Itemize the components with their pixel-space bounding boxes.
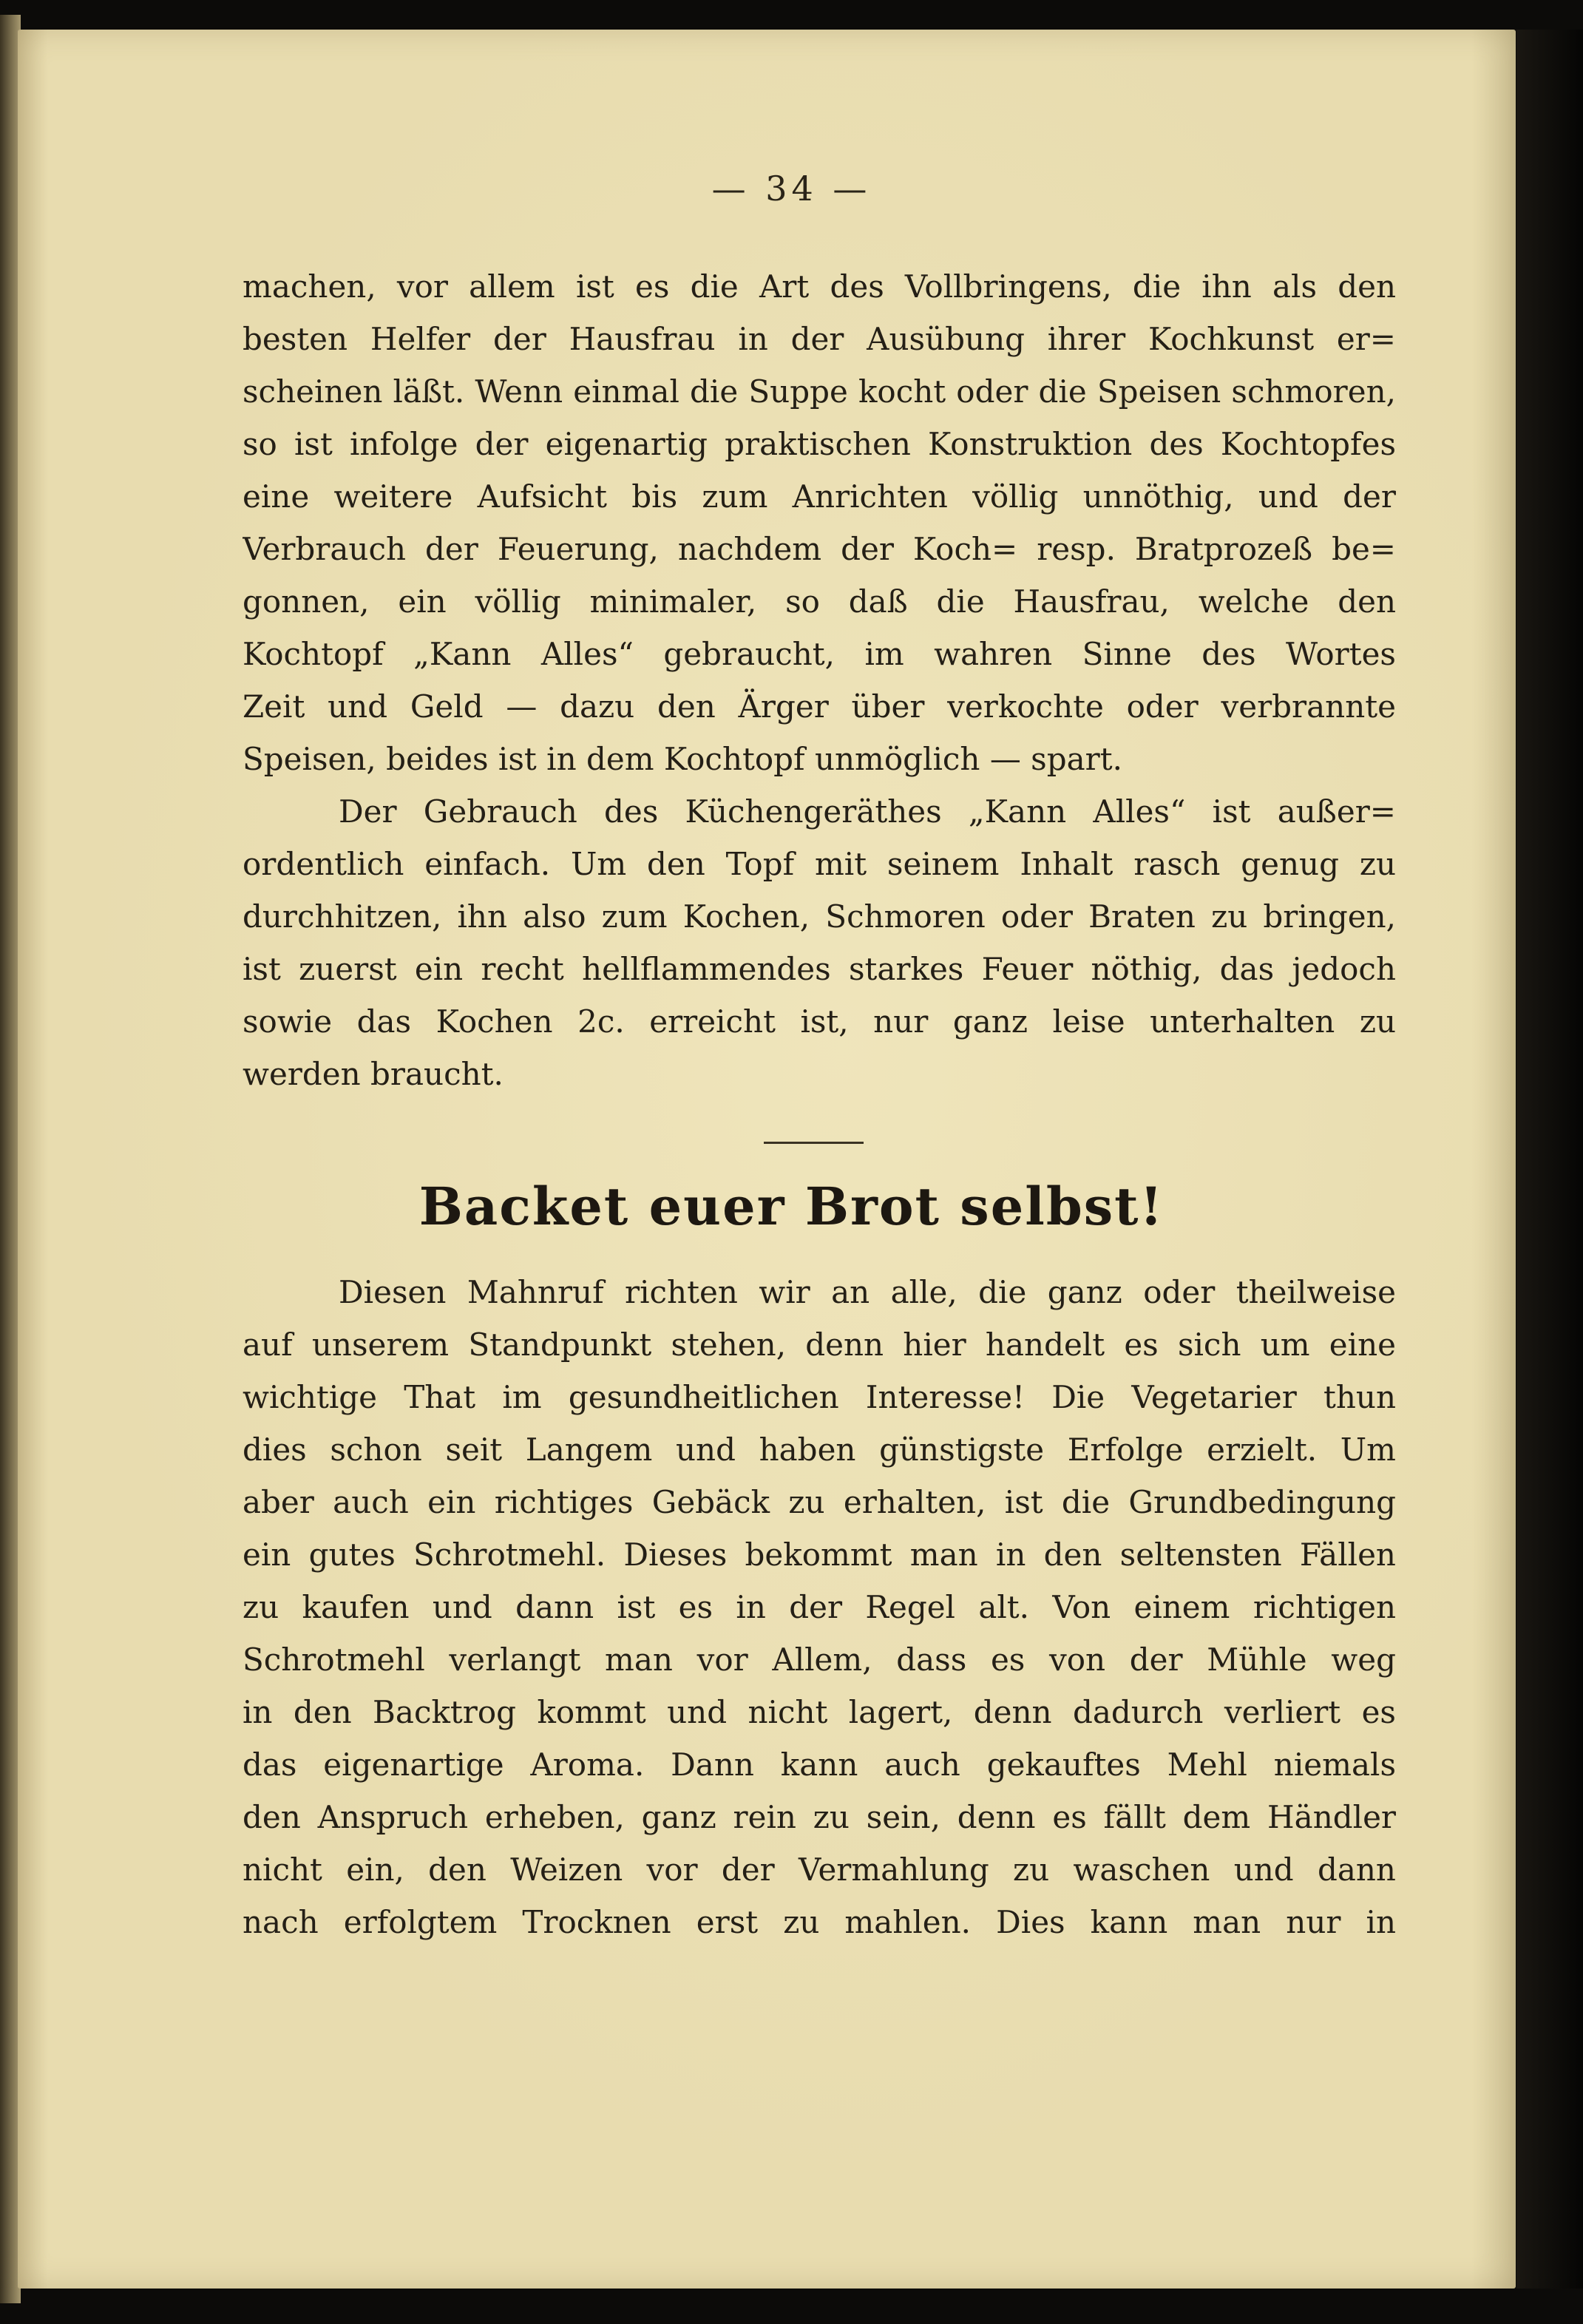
text-line: machen, vor allem ist es die Art des Vollbringens, die ihn als den (243, 268, 1396, 305)
text-line: wichtige That im gesundheitlichen Interesse! Die Vegetarier thun (243, 1379, 1396, 1415)
text-line: sowie das Kochen 2c. erreicht ist, nur ganz leise unterhalten zu (243, 1003, 1396, 1040)
text-line: Kochtopf „Kann Alles“ gebraucht, im wahren Sinne des Wortes (243, 636, 1396, 672)
text-line: Der Gebrauch des Küchengeräthes „Kann Alles“ ist außer= (339, 793, 1396, 830)
text-line: scheinen läßt. Wenn einmal die Suppe kocht oder die Speisen schmoren, (243, 373, 1396, 410)
text-line: auf unserem Standpunkt stehen, denn hier handelt es sich um eine (243, 1327, 1396, 1363)
text-line: eine weitere Aufsicht bis zum Anrichten völlig unnöthig, und der (243, 478, 1396, 515)
text-line: Verbrauch der Feuerung, nachdem der Koch= resp. Bratprozeß be= (243, 531, 1396, 567)
text-line: durchhitzen, ihn also zum Kochen, Schmoren oder Braten zu bringen, (243, 898, 1396, 935)
text-line: das eigenartige Aroma. Dann kann auch gekauftes Mehl niemals (243, 1747, 1396, 1783)
text-line: dies schon seit Langem und haben günstigste Erfolge erzielt. Um (243, 1432, 1396, 1468)
page-number: — 34 — (711, 169, 872, 209)
text-line: zu kaufen und dann ist es in der Regel alt. Von einem richtigen (243, 1589, 1396, 1625)
text-line: ist zuerst ein recht hellflammendes starkes Feuer nöthig, das jedoch (243, 951, 1396, 987)
text-line: nach erfolgtem Trocknen erst zu mahlen. Dies kann man nur in (243, 1904, 1396, 1940)
section-divider (764, 1142, 864, 1144)
text-line: werden braucht. (243, 1056, 504, 1092)
text-line: nicht ein, den Weizen vor der Vermahlung zu waschen und dann (243, 1852, 1396, 1888)
text-line: den Anspruch erheben, ganz rein zu sein, denn es fällt dem Händler (243, 1799, 1396, 1835)
text-line: in den Backtrog kommt und nicht lagert, denn dadurch verliert es (243, 1694, 1396, 1730)
text-line: so ist infolge der eigenartig praktischen Konstruktion des Kochtopfes (243, 426, 1396, 462)
text-line: Diesen Mahnruf richten wir an alle, die ganz oder theilweise (339, 1274, 1396, 1310)
text-line: Schrotmehl verlangt man vor Allem, dass es von der Mühle weg (243, 1642, 1396, 1678)
page-edge-shadow (1516, 30, 1583, 2289)
text-line: gonnen, ein völlig minimaler, so daß die Hausfrau, welche den (243, 583, 1396, 620)
text-line: ordentlich einfach. Um den Topf mit seinem Inhalt rasch genug zu (243, 846, 1396, 882)
text-line: Zeit und Geld — dazu den Ärger über verkochte oder verbrannte (243, 688, 1396, 725)
section-heading: Backet euer Brot selbst! (418, 1176, 1165, 1237)
text-line: Speisen, beides ist in dem Kochtopf unmöglich — spart. (243, 741, 1122, 777)
text-block-top (243, 260, 1396, 1100)
text-line: besten Helfer der Hausfrau in der Ausübung ihrer Kochkunst er= (243, 321, 1396, 357)
text-line: ein gutes Schrotmehl. Dieses bekommt man in den seltensten Fällen (243, 1537, 1396, 1573)
text-block-bottom (243, 1266, 1396, 1948)
text-line: aber auch ein richtiges Gebäck zu erhalten, ist die Grundbedingung (243, 1484, 1396, 1520)
